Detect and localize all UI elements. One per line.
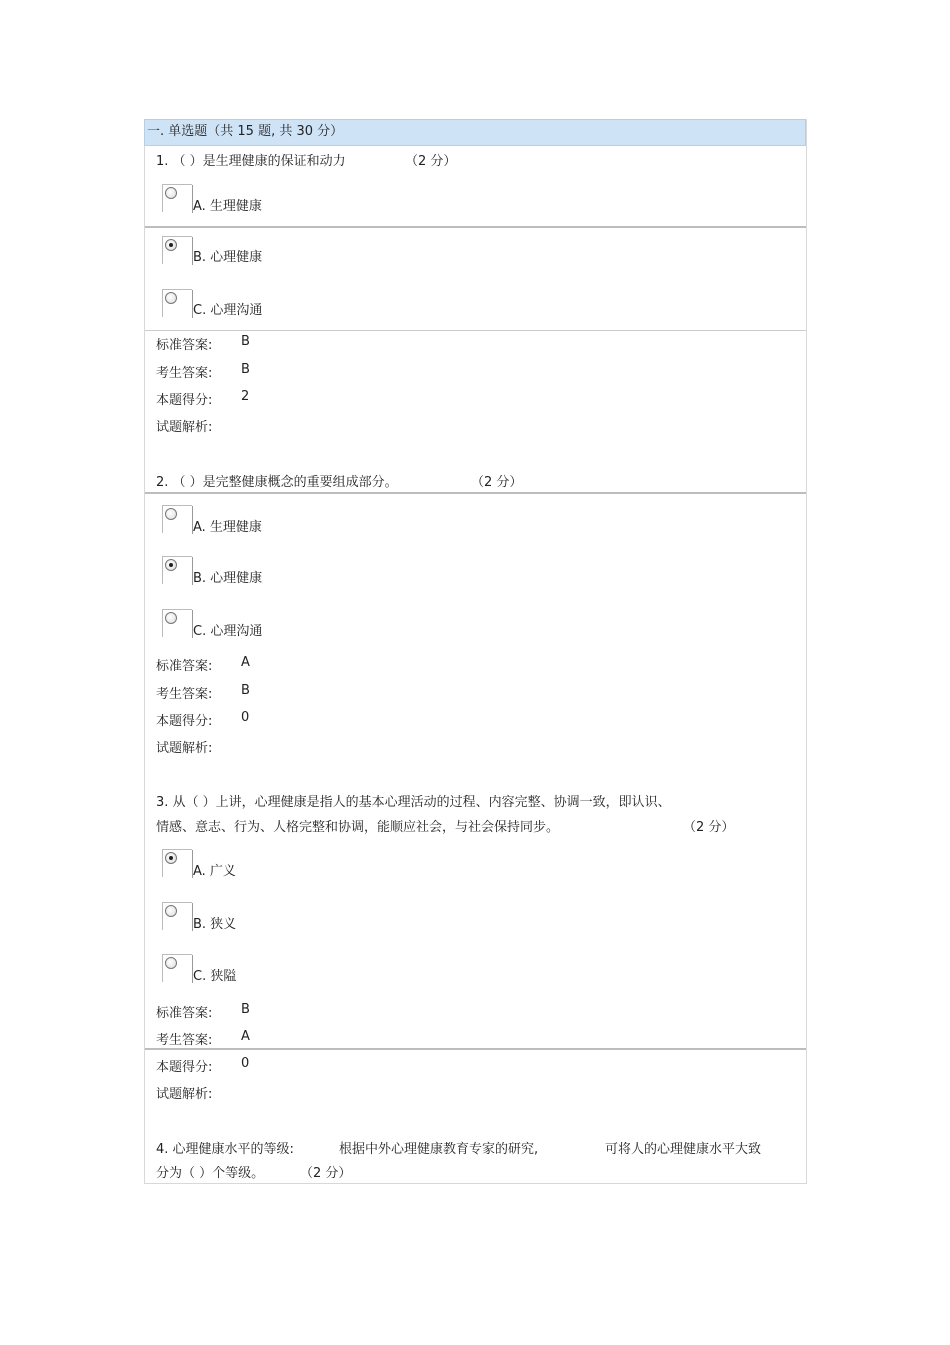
question-4-text-part3: 可将人的心理健康水平大致 xyxy=(605,1142,762,1157)
radio-icon xyxy=(165,187,177,199)
option-2c-label: C. 心理沟通 xyxy=(193,624,263,639)
option-1a-radio[interactable] xyxy=(162,184,192,212)
option-1a-label: A. 生理健康 xyxy=(193,199,262,214)
examinee-answer-value: A xyxy=(241,1029,250,1044)
points-value: 0 xyxy=(241,1056,250,1071)
radio-checked-icon xyxy=(165,852,177,864)
points-value: 0 xyxy=(241,710,250,725)
examinee-answer-label: 考生答案: xyxy=(156,366,213,381)
option-3c-radio[interactable] xyxy=(162,954,192,982)
analysis-label: 试题解析: xyxy=(156,1087,213,1102)
radio-icon xyxy=(165,905,177,917)
radio-icon xyxy=(165,292,177,304)
points-value: 2 xyxy=(241,389,250,404)
question-2-score: （2 分） xyxy=(471,475,523,490)
examinee-answer-value: B xyxy=(241,683,250,698)
radio-checked-icon xyxy=(165,239,177,251)
divider xyxy=(145,492,806,494)
examinee-answer-label: 考生答案: xyxy=(156,1033,213,1048)
standard-answer-label: 标准答案: xyxy=(156,659,213,674)
question-4-text-part2: 根据中外心理健康教育专家的研究, xyxy=(339,1142,539,1157)
question-1-score: （2 分） xyxy=(405,154,457,169)
examinee-answer-label: 考生答案: xyxy=(156,687,213,702)
question-4-score: （2 分） xyxy=(300,1166,352,1181)
option-2c-radio[interactable] xyxy=(162,609,192,637)
radio-checked-icon xyxy=(165,559,177,571)
option-1b-label: B. 心理健康 xyxy=(193,250,263,265)
question-3-score: （2 分） xyxy=(683,820,735,835)
option-3b-label: B. 狭义 xyxy=(193,917,237,932)
standard-answer-value: B xyxy=(241,1002,250,1017)
divider xyxy=(145,226,806,228)
option-1c-label: C. 心理沟通 xyxy=(193,303,263,318)
question-3-text-line1: 3. 从（ ）上讲，心理健康是指人的基本心理活动的过程、内容完整、协调一致，即认识、 xyxy=(156,795,671,810)
standard-answer-value: A xyxy=(241,655,250,670)
divider xyxy=(145,1048,806,1050)
analysis-label: 试题解析: xyxy=(156,420,213,435)
points-label: 本题得分: xyxy=(156,714,213,729)
option-2a-label: A. 生理健康 xyxy=(193,520,262,535)
standard-answer-label: 标准答案: xyxy=(156,338,213,353)
standard-answer-value: B xyxy=(241,334,250,349)
question-1-text: 1. （ ）是生理健康的保证和动力 xyxy=(156,154,346,169)
section-header: 一. 单选题（共 15 题, 共 30 分） xyxy=(144,119,806,146)
standard-answer-label: 标准答案: xyxy=(156,1006,213,1021)
radio-icon xyxy=(165,612,177,624)
question-2-text: 2. （ ）是完整健康概念的重要组成部分。 xyxy=(156,475,398,490)
radio-icon xyxy=(165,508,177,520)
points-label: 本题得分: xyxy=(156,393,213,408)
option-3c-label: C. 狭隘 xyxy=(193,969,237,984)
option-1b-radio[interactable] xyxy=(162,236,192,264)
option-2b-label: B. 心理健康 xyxy=(193,571,263,586)
question-4-text-line2: 分为（ ）个等级。 xyxy=(156,1166,265,1181)
question-4-text-part1: 4. 心理健康水平的等级: xyxy=(156,1142,294,1157)
option-3a-label: A. 广义 xyxy=(193,864,236,879)
question-3-text-line2: 情感、意志、行为、人格完整和协调，能顺应社会，与社会保持同步。 xyxy=(156,820,560,835)
question-panel xyxy=(144,119,807,1184)
radio-icon xyxy=(165,957,177,969)
option-2a-radio[interactable] xyxy=(162,505,192,533)
analysis-label: 试题解析: xyxy=(156,741,213,756)
option-3a-radio[interactable] xyxy=(162,849,192,877)
option-2b-radio[interactable] xyxy=(162,556,192,584)
examinee-answer-value: B xyxy=(241,362,250,377)
divider xyxy=(145,330,806,331)
option-3b-radio[interactable] xyxy=(162,902,192,930)
option-1c-radio[interactable] xyxy=(162,289,192,317)
points-label: 本题得分: xyxy=(156,1060,213,1075)
